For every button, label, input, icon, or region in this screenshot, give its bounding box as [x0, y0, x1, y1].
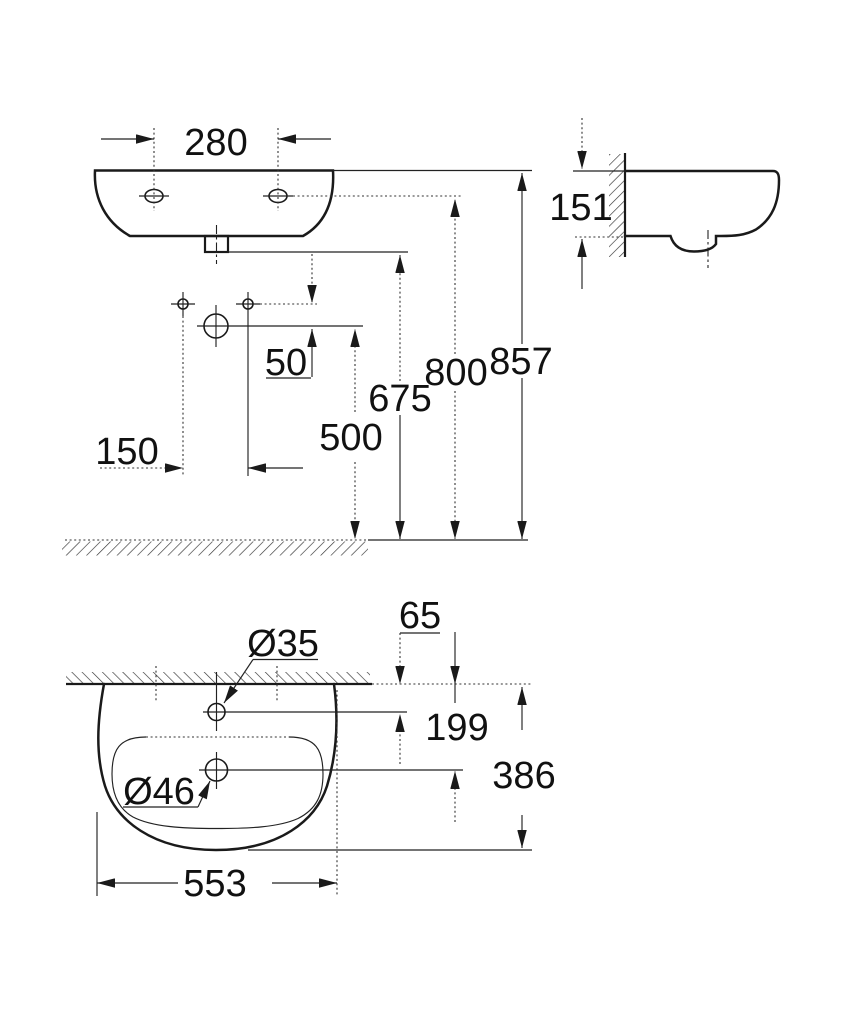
side-basin-profile	[625, 171, 779, 252]
side-view	[549, 118, 779, 289]
front-basin-outline	[95, 171, 333, 237]
dim-label-wall-to-drain: 199	[425, 707, 489, 749]
dim-label-fixing-spacing: 150	[95, 431, 159, 473]
plan-basin-outline	[98, 684, 336, 850]
plan-wall-hatching	[66, 672, 370, 684]
dim-label-tap-hole-diameter: Ø35	[247, 623, 319, 665]
dim-500	[319, 329, 382, 539]
dim-800	[424, 199, 487, 539]
front-view	[62, 122, 553, 556]
dim-label-basin-width: 553	[183, 863, 247, 905]
dim-label-basin-bottom-height: 675	[368, 378, 432, 420]
dim-label-tap-hole-spacing: 280	[184, 122, 248, 164]
dim-label-basin-depth: 386	[492, 755, 556, 797]
plan-view	[66, 595, 556, 905]
dim-label-overall-height: 857	[489, 341, 553, 383]
dim-199	[425, 632, 488, 822]
dim-386	[492, 687, 555, 848]
dim-675	[368, 255, 431, 539]
dim-label-wall-to-tap: 65	[398, 595, 442, 637]
label-dia46-leader	[198, 781, 210, 807]
dim-label-trap-height: 500	[319, 417, 383, 459]
dim-label-fixing-offset: 50	[264, 342, 308, 384]
dim-label-drain-diameter: Ø46	[123, 771, 195, 813]
floor-hatching	[62, 542, 368, 556]
dim-label-tap-hole-height: 800	[424, 352, 488, 394]
dim-857	[489, 173, 552, 539]
dim-label-rim-depth: 151	[549, 187, 613, 229]
